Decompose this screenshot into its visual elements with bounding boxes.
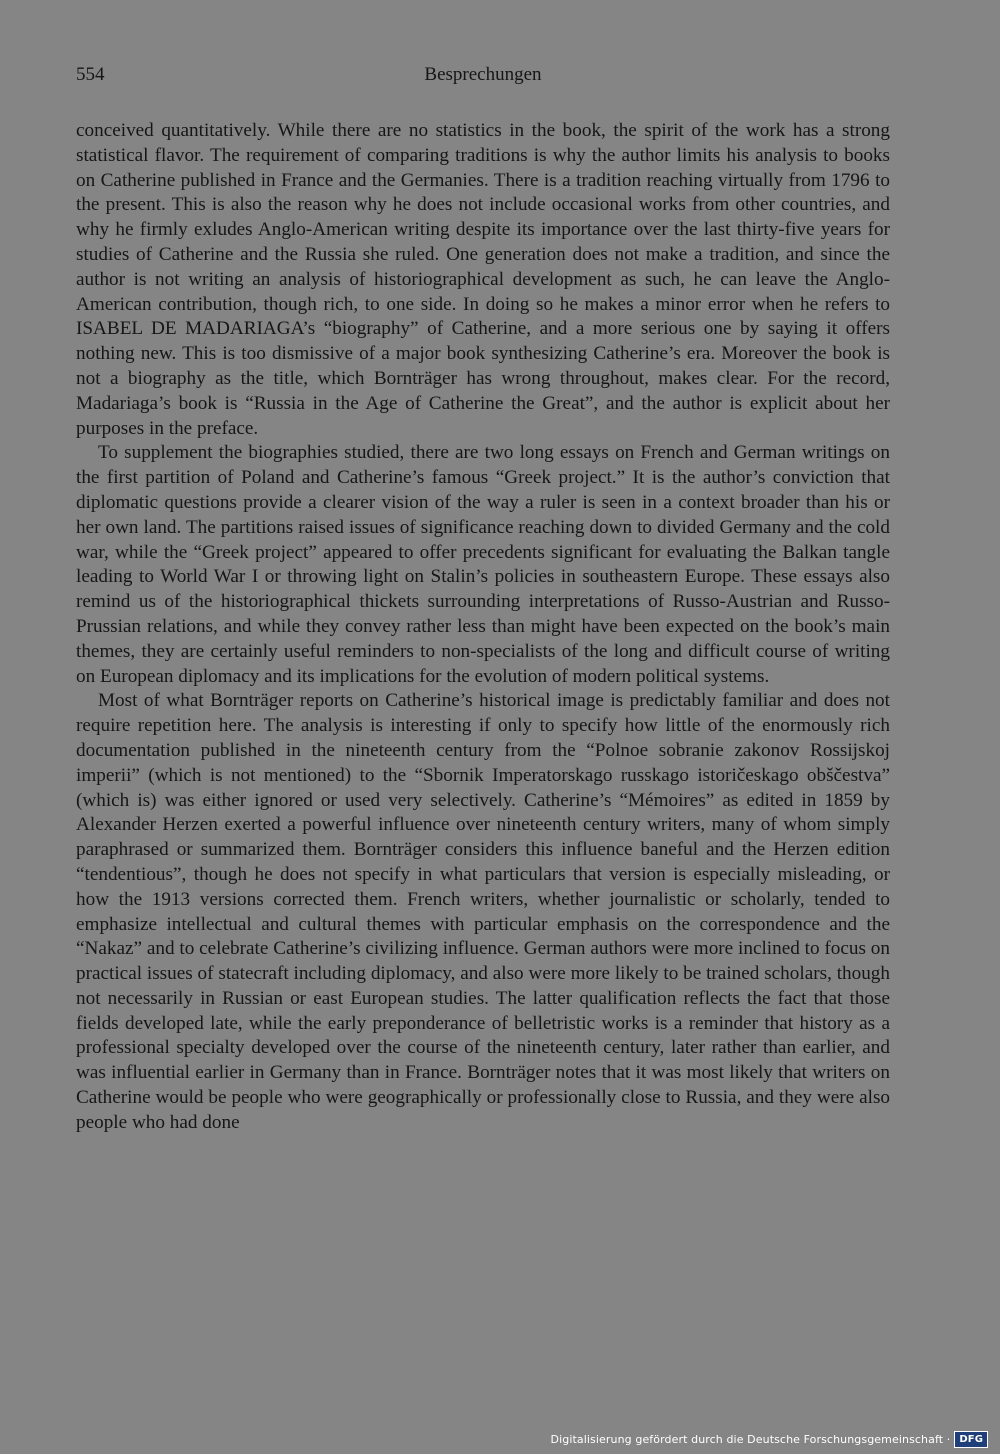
dfg-logo-icon: DFG [954, 1431, 988, 1448]
paragraph-1: conceived quantitatively. While there are no statistics in the book, the spirit of the work has a strong statistical flavor. The requirement of comparing traditions is why the author limits his analysis to books on Catherine published in France and the Germanies. There is a tradition reaching virtually from 1796 to the present. This is also the reason why he does not include occasional works from other countries, and why he firmly exludes Anglo-American writing despite its importance over the last thirty-five years for studies of Catherine and the Russia she ruled. One generation does not make a tradition, and since the author is not writing an analysis of historiographical development as such, he can leave the Anglo-American contribution, though rich, to one side. In doing so he makes a minor error when he refers to ISABEL DE MADARIAGA’s “biography” of Catherine, and a more serious one by saying it offers nothing new. This is too dismissive of a major book synthesizing Catherine’s era. Moreover the book is not a biography as the title, which Bornträger has wrong throughout, makes clear. For the record, Madariaga’s book is “Russia in the Age of Catherine the Great”, and the author is explicit about her purposes in the preface. [76, 120, 890, 439]
paragraph-2: To supplement the biographies studied, there are two long essays on French and German writings on the first partition of Poland and Catherine’s famous “Greek project.” It is the author’s conviction that diplomatic questions provide a clearer vision of the way a ruler is seen in a context broader than his or her own land. The partitions raised issues of significance reaching down to divided Germany and the cold war, while the “Greek project” appeared to offer precedents significant for evaluating the Balkan tangle leading to World War I or throwing light on Stalin’s policies in southeastern Europe. These essays also remind us of the historiographical thickets surrounding interpretations of Russo-Austrian and Russo-Prussian relations, and while they convey rather less than might have been expected on the book’s main themes, they are certainly useful reminders to non-specialists of the long and difficult course of writing on European diplomacy and its implications for the evolution of modern political systems. [76, 442, 890, 687]
paragraph-3: Most of what Bornträger reports on Catherine’s historical image is predictably familiar and does not require repetition here. The analysis is interesting if only to specify how little of the enormously rich documentation published in the nineteenth century from the “Polnoe sobranie zakonov Rossijskoj imperii” (which is not mentioned) to the “Sbornik Imperatorskago russkago istoričeskago obščestva” (which is) was either ignored or used very selectively. Catherine’s “Mémoires” as edited in 1859 by Alexander Herzen exerted a powerful influence over nineteenth century writers, many of whom simply paraphrased or summarized them. Bornträger considers this influence baneful and the Herzen edition “tendentious”, though he does not specify in what particulars that version is especially misleading, or how the 1913 versions corrected them. French writers, whether journalistic or scholarly, tended to emphasize intellectual and cultural themes with particular emphasis on the correspondence and the “Nakaz” and to celebrate Catherine’s civilizing influence. German authors were more inclined to focus on practical issues of statecraft including diplomacy, and also were more likely to be trained scholars, though not necessarily in Russian or east European studies. The latter qualification reflects the fact that those fields developed late, while the early preponderance of belletristic works is a reminder that history as a professional specialty developed over the course of the nineteenth century, later rather than earlier, and was influential earlier in Germany than in France. Bornträger notes that it was most likely that writers on Catherine would be people who were geographically or professionally close to Russia, and they were also people who had done [76, 690, 890, 1133]
page-header [76, 64, 890, 94]
footer-credit: Digitalisierung gefördert durch die Deutsche Forschungsgemeinschaft · [550, 1432, 951, 1446]
digitization-footer [551, 1430, 988, 1448]
article-body [76, 119, 890, 1136]
page-number: 554 [76, 64, 105, 85]
running-head: Besprechungen [424, 64, 542, 85]
